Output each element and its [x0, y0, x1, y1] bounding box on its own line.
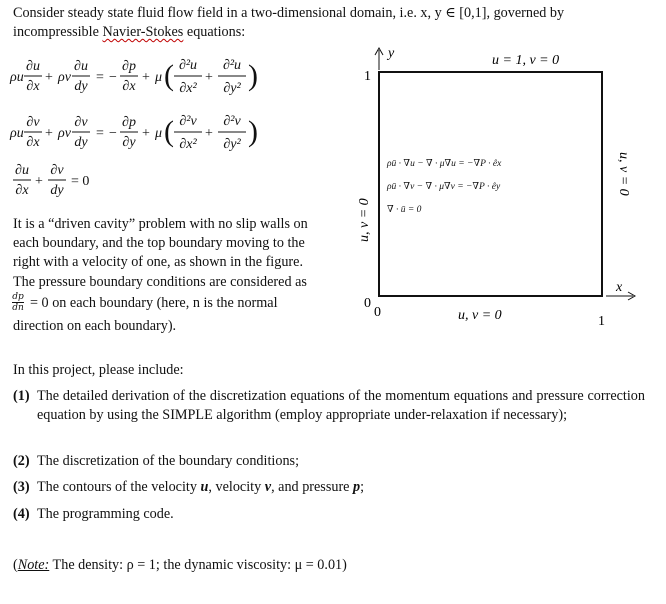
- svg-text:dy: dy: [74, 79, 88, 94]
- svg-text:∂x: ∂x: [26, 79, 40, 94]
- intro-line-2-post: equations:: [183, 24, 246, 40]
- svg-text:ρv: ρv: [58, 126, 71, 141]
- list-item-text: The detailed derivation of the discretization equations of the momentum equations and pressure correction equation by using the SIMPLE algorithm (employ appropriate under-relaxation if necessary);: [37, 388, 645, 423]
- description: [13, 215, 343, 292]
- list-item-2: [13, 452, 645, 471]
- svg-text:∂²v: ∂²v: [223, 114, 241, 129]
- list-item-number: (2): [13, 453, 30, 469]
- list-item-number: (1): [13, 388, 30, 404]
- description-line: each boundary, and the top boundary moving to the: [13, 235, 305, 252]
- svg-text:∂x: ∂x: [15, 183, 29, 198]
- item3-end: ;: [360, 479, 365, 495]
- svg-text:∂p: ∂p: [122, 115, 136, 130]
- svg-text:∂x²: ∂x²: [179, 81, 197, 96]
- list-item-3: [13, 478, 645, 497]
- svg-text:): ): [248, 59, 258, 92]
- svg-text:−: −: [109, 126, 117, 141]
- intro-line-2-pre: incompressible: [13, 24, 103, 40]
- item3-u: u: [200, 479, 209, 495]
- left-boundary-condition: u, v = 0: [357, 198, 372, 242]
- item3-v: v: [264, 479, 272, 495]
- y-tick-1: 1: [364, 69, 371, 84]
- svg-text:∂²u: ∂²u: [178, 58, 198, 73]
- svg-text:∂y: ∂y: [122, 135, 136, 150]
- list-item-number: (3): [13, 479, 30, 495]
- dp-dn-fraction: dp dn: [12, 292, 24, 313]
- project-intro: In this project, please include:: [13, 362, 184, 378]
- description-line: It is a “driven cavity” problem with no slip walls on: [13, 216, 308, 232]
- svg-text:μ: μ: [155, 70, 163, 85]
- svg-text:=: =: [96, 126, 104, 141]
- svg-text:dy: dy: [74, 135, 88, 150]
- x-momentum-equation: [9, 58, 258, 96]
- y-axis-label: y: [388, 46, 395, 61]
- bc-last-line: direction on each boundary).: [13, 318, 177, 334]
- svg-text:∂p: ∂p: [122, 59, 136, 74]
- svg-text:ρu: ρu: [10, 126, 24, 141]
- svg-text:μ: μ: [155, 126, 163, 141]
- svg-text:∂v: ∂v: [50, 163, 64, 178]
- continuity-equation: [13, 163, 89, 198]
- svg-text:∂u: ∂u: [74, 59, 88, 74]
- list-item-4: [13, 505, 645, 524]
- intro-line-2-squiggle: Navier-Stokes: [102, 24, 184, 40]
- list-item-1: [13, 387, 645, 424]
- svg-text:∂²v: ∂²v: [179, 114, 197, 129]
- svg-text:(: (: [164, 59, 174, 92]
- inner-equation-2: ρū · ∇v − ∇ · μ∇v = −∇P · êy: [387, 182, 501, 192]
- svg-text:+: +: [45, 70, 53, 85]
- note-label: Note:: [17, 557, 50, 573]
- bc-line: = 0 on each boundary (here, n is the normal: [30, 295, 278, 311]
- y-tick-0: 0: [364, 296, 371, 311]
- svg-text:∂u: ∂u: [15, 163, 29, 178]
- svg-text:(: (: [164, 115, 174, 148]
- bottom-boundary-condition: u, v = 0: [458, 308, 502, 323]
- svg-text:∂u: ∂u: [26, 59, 40, 74]
- description-line: right with a velocity of one, as shown in the figure.: [13, 254, 303, 271]
- intro-line-1: Consider steady state fluid flow field in a two-dimensional domain, i.e. x, y ∈ [0,1], governed by: [13, 5, 565, 21]
- svg-text:∂v: ∂v: [26, 115, 40, 130]
- x-axis-label: x: [616, 280, 623, 295]
- top-boundary-condition: u = 1, v = 0: [492, 53, 560, 68]
- right-boundary-condition: u, v = 0: [616, 152, 631, 196]
- list-item-text: [37, 478, 645, 497]
- description-line: The pressure boundary conditions are considered as: [13, 273, 307, 290]
- svg-text:∂x: ∂x: [122, 79, 136, 94]
- list-item-text: The programming code.: [37, 506, 174, 522]
- svg-text:dy: dy: [50, 183, 64, 198]
- svg-text:+: +: [205, 126, 213, 141]
- item3-mid1: , velocity: [208, 479, 265, 495]
- svg-text:+: +: [35, 174, 43, 189]
- svg-text:): ): [248, 115, 258, 148]
- intro-line-2: [13, 23, 245, 42]
- svg-text:+: +: [45, 126, 53, 141]
- svg-text:∂y²: ∂y²: [223, 81, 241, 96]
- item3-mid2: , and pressure: [271, 479, 354, 495]
- item3-p: p: [353, 479, 361, 495]
- svg-text:−: −: [109, 70, 117, 85]
- svg-text:∂x²: ∂x²: [179, 137, 197, 152]
- inner-equation-3: ∇ · ū = 0: [387, 205, 422, 215]
- svg-text:+: +: [142, 126, 150, 141]
- inner-equation-1: ρū · ∇u − ∇ · μ∇u = −∇P · êx: [387, 159, 502, 169]
- x-tick-0: 0: [374, 305, 381, 320]
- svg-text:∂²u: ∂²u: [222, 58, 242, 73]
- note-open: (: [13, 557, 18, 573]
- svg-text:+: +: [142, 70, 150, 85]
- svg-text:ρu: ρu: [10, 70, 24, 85]
- y-momentum-equation: [9, 114, 258, 152]
- svg-text:∂y²: ∂y²: [223, 137, 241, 152]
- item3-pre: The contours of the velocity: [37, 479, 201, 495]
- note-text: The density: ρ = 1; the dynamic viscosity: μ = 0.01): [49, 557, 347, 573]
- note: [13, 556, 347, 575]
- svg-text:∂x: ∂x: [26, 135, 40, 150]
- cavity-figure: [350, 40, 650, 330]
- governing-equations: [8, 52, 308, 202]
- list-item-number: (4): [13, 506, 30, 522]
- list-item-text: The discretization of the boundary conditions;: [37, 453, 300, 469]
- x-tick-1: 1: [598, 314, 605, 329]
- svg-text:= 0: = 0: [71, 174, 90, 189]
- svg-text:ρv: ρv: [58, 70, 71, 85]
- svg-text:∂v: ∂v: [74, 115, 88, 130]
- svg-text:+: +: [205, 70, 213, 85]
- svg-text:=: =: [96, 70, 104, 85]
